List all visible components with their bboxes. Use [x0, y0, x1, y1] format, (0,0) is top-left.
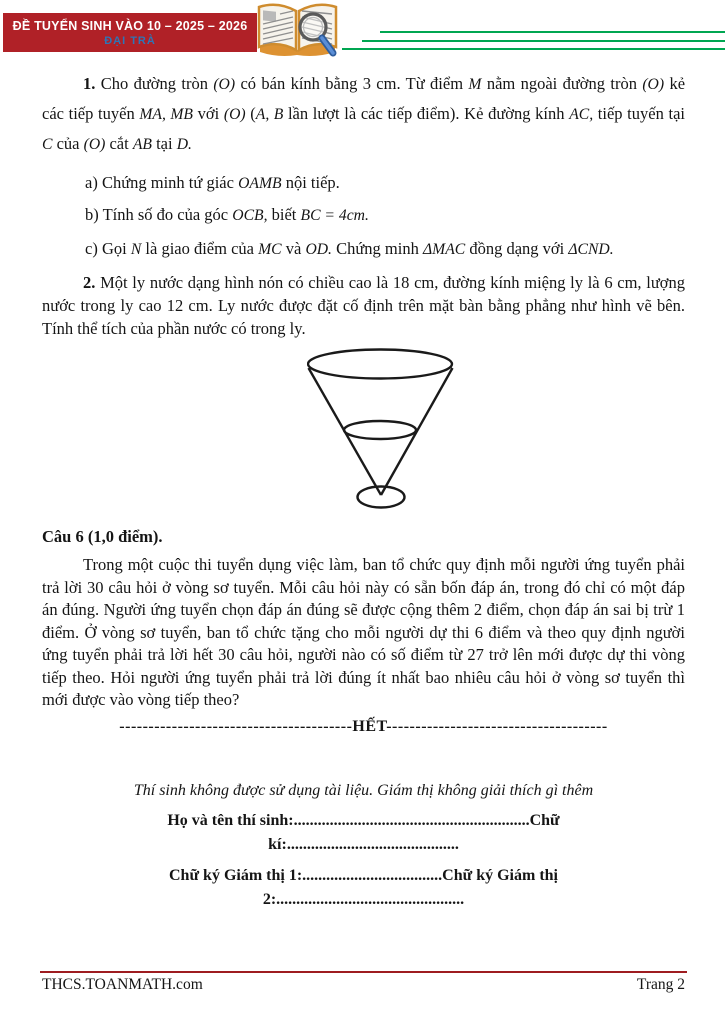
cau6-paragraph: Trong một cuộc thi tuyển dụng việc làm, ban tổ chức quy định mỗi người ứng tuyển phải trả lời 30 câu hỏi ở vòng sơ tuyển. Mỗi câu hỏi này có sẵn bốn đáp án, trong đó chỉ có một đáp án đúng. Người ứng tuyển chọn đáp án đúng sẽ được cộng thêm 2 điểm, chọn đáp án sai bị trừ 1 điểm. Ở vòng sơ tuyển, ban tổ chức tặng cho mỗi người dự thi 6 điểm và theo quy định người ứng tuyển phải trả lời hết 30 câu hỏi, người nào có số điểm từ 27 trở lên mới được dự thi vòng tiếp theo. Hỏi người ứng tuyển phải trả lời đúng ít nhất bao nhiêu câu hỏi ở vòng sơ tuyển thì mới được vào vòng tiếp theo? — [42, 555, 685, 709]
problem-1-item-c: c) Gọi N là giao điểm của MC và OD. Chứng minh ΔMAC đồng dạng với ΔCND. — [85, 239, 614, 258]
banner-title: ĐỀ TUYỂN SINH VÀO 10 – 2025 – 2026 — [12, 18, 248, 33]
footer-site: THCS.TOANMATH.com — [42, 976, 203, 993]
problem-1-item-a: a) Chứng minh tứ giác OAMB nội tiếp. — [85, 173, 340, 192]
cone-glass-figure — [307, 347, 457, 510]
signature-line-2: kí:........................................... — [268, 835, 459, 853]
exam-rules-note: Thí sinh không được sử dụng tài liệu. Giám thị không giải thích gì thêm — [133, 781, 594, 799]
water-level-ellipse — [344, 421, 416, 439]
signature-line-3: Chữ ký Giám thị 1:...................................Chữ ký Giám thị — [168, 866, 558, 884]
footer-rule — [40, 971, 687, 973]
candidate-signature-block — [42, 809, 685, 857]
end-divider: ----------------------------------------HẾT-------------------------------------- — [119, 717, 608, 735]
header-rule-top — [380, 31, 725, 33]
header-rule-middle — [362, 40, 725, 42]
glass-rim-ellipse — [308, 350, 452, 379]
proctor-signature-block — [42, 864, 685, 912]
open-book-magnifier-icon — [250, 0, 346, 59]
header-banner — [3, 13, 257, 52]
signature-line-4: 2:............................................... — [262, 890, 465, 908]
header-rule-bottom — [342, 48, 725, 50]
document-body — [42, 62, 685, 912]
footer — [42, 976, 685, 994]
footer-page-number: Trang 2 — [636, 976, 685, 993]
problem-1-paragraph: 1. Cho đường tròn (O) có bán kính bằng 3 cm. Từ điểm M nằm ngoài đường tròn (O) kẻ các tiếp tuyến MA, MB với (O) (A, B lần lượt là các tiếp điểm). Kẻ đường kính AC, tiếp tuyến tại C của (O) cắt AB tại D. — [42, 74, 686, 153]
banner-subtitle: ĐẠI TRÀ — [104, 34, 156, 47]
problem-1-item-b: b) Tính số đo của góc OCB, biết BC = 4cm. — [85, 205, 369, 224]
cau6-heading: Câu 6 (1,0 điểm). — [42, 527, 163, 546]
problem-2-paragraph: 2. Một ly nước dạng hình nón có chiều cao là 18 cm, đường kính miệng ly là 6 cm, lượng nước trong ly cao 12 cm. Ly nước được đặt cố định trên mặt bàn bằng phẳng như hình vẽ bên. Tính thể tích của phần nước có trong ly. — [42, 273, 686, 338]
glass-base-ellipse — [358, 487, 405, 508]
signature-line-1: Họ và tên thí sinh:...........................................................Chữ — [167, 811, 560, 829]
